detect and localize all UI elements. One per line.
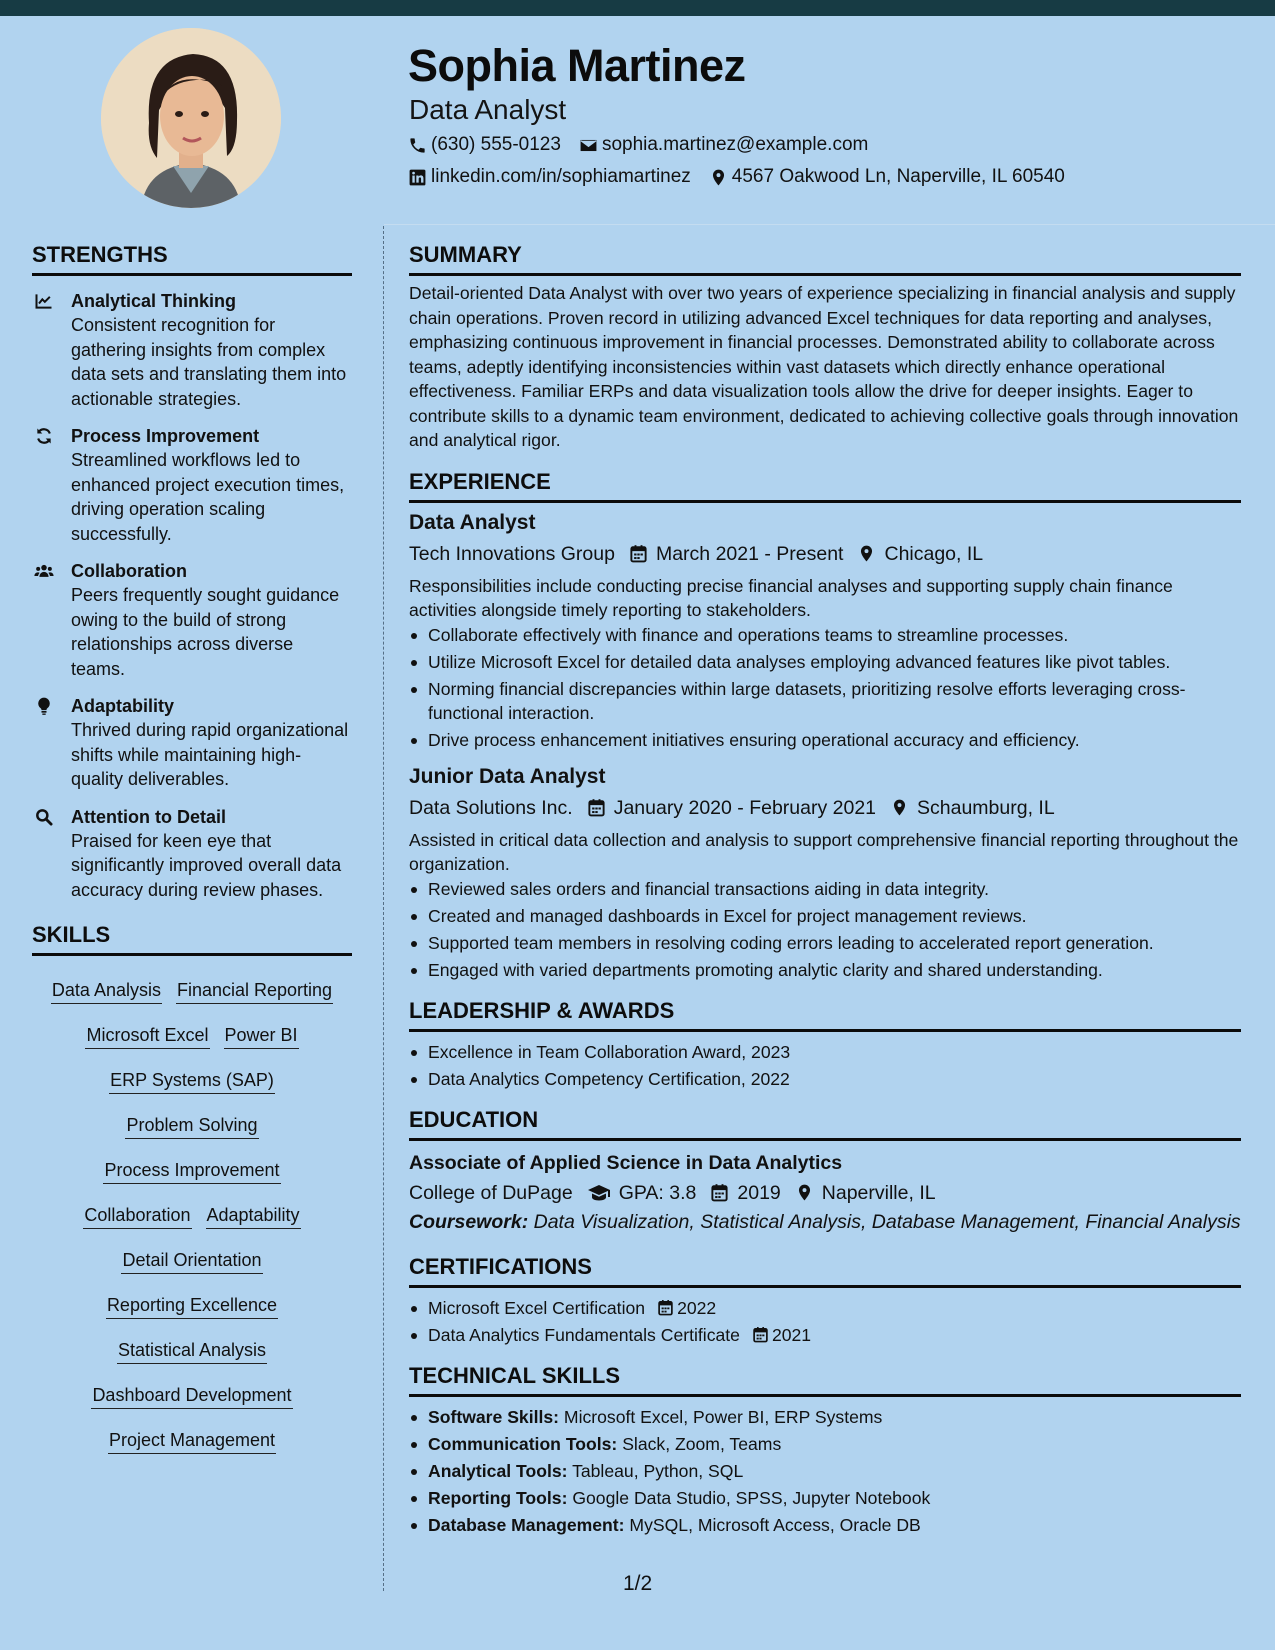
technical-skills-section: [409, 1363, 1241, 1537]
phone-icon: [408, 136, 427, 155]
cert-year: 2022: [677, 1297, 717, 1318]
list-item: Data Analytics Competency Certification, 2022: [409, 1067, 1241, 1091]
map-pin-icon: [857, 544, 876, 563]
skill-chip: Problem Solving: [125, 1114, 258, 1139]
coursework: [409, 1210, 1241, 1234]
phone-text: (630) 555-0123: [431, 134, 561, 155]
job-description: Responsibilities include conducting precise financial analyses and supporting supply chain finance activities alongside timely reporting to stakeholders.: [409, 575, 1173, 620]
skill-chip: Detail Orientation: [121, 1249, 262, 1274]
tech-value: Slack, Zoom, Teams: [622, 1433, 782, 1454]
list-item: Excellence in Team Collaboration Award, 2023: [409, 1040, 1241, 1064]
job-location: [857, 539, 983, 569]
chart-line-icon: [34, 291, 54, 311]
job-description: Assisted in critical data collection and analysis to support comprehensive financial reporting throughout the organization.: [409, 829, 1239, 874]
tech-label: Communication Tools:: [428, 1433, 618, 1454]
skill-chip: Power BI: [224, 1024, 299, 1049]
school-location-text: Naperville, IL: [821, 1181, 936, 1204]
coursework-label: Coursework:: [409, 1210, 529, 1233]
tech-label: Reporting Tools:: [428, 1487, 568, 1508]
list-item: [409, 1296, 1241, 1320]
skills-heading: SKILLS: [32, 922, 352, 956]
strength-desc: Peers frequently sought guidance owing to the build of strong relationships across diverse teams.: [71, 585, 340, 679]
strength-item: [32, 805, 352, 903]
experience-heading: EXPERIENCE: [409, 469, 1241, 503]
list-item: [409, 1459, 1241, 1483]
awards-list: [409, 1040, 1241, 1091]
tech-label: Database Management:: [428, 1514, 625, 1535]
graduation-year-text: 2019: [737, 1181, 781, 1204]
strengths-heading: STRENGTHS: [32, 242, 352, 276]
linkedin-contact[interactable]: [408, 166, 691, 188]
graduation-year: [710, 1178, 780, 1208]
cert-name: Microsoft Excel Certification: [428, 1297, 646, 1318]
job-dates-text: January 2020 - February 2021: [613, 796, 877, 819]
summary-text: Detail-oriented Data Analyst with over two years of experience specializing in financial analysis and supply chain operations. Proven record in utilizing advanced Excel techniques for data reporting and analyses, emphasizing continuous improvement in financial processes. Demonstrated ability to collaborate across teams, adeptly identifying inconsistencies within vast datasets which directly enhance operational effectiveness. Familiar ERPs and data visualization tools allow the drive for deeper insights. Eager to contribute skills to a dynamic team environment, dedicated to achieving collective goals through innovation and analytical rigor.: [409, 283, 1239, 450]
cert-entry: [428, 1296, 1241, 1320]
strength-item: [32, 694, 352, 792]
address-contact: [709, 166, 1065, 188]
candidate-title: Data Analyst: [409, 94, 567, 125]
profile-photo: [101, 28, 281, 208]
list-item: Collaborate effectively with finance and operations teams to streamline processes.: [409, 623, 1241, 647]
cert-year: 2021: [771, 1324, 812, 1345]
map-pin-icon: [890, 798, 909, 817]
skill-chip: Data Analysis: [51, 979, 162, 1004]
calendar-icon: [587, 798, 606, 817]
linkedin-text: linkedin.com/in/sophiamartinez: [431, 166, 691, 187]
school-location: [795, 1178, 936, 1208]
envelope-icon: [579, 136, 598, 155]
list-item: Norming financial discrepancies within large datasets, prioritizing resolve efforts leveraging cross-functional interaction.: [409, 677, 1241, 725]
education-section: [409, 1107, 1241, 1234]
skill-chip: Adaptability: [206, 1204, 301, 1229]
skill-chip: Project Management: [108, 1429, 276, 1454]
list-item: Engaged with varied departments promoting analytic clarity and shared understanding.: [409, 958, 1241, 982]
strength-desc: Streamlined workflows led to enhanced project execution times, driving operation scaling successfully.: [71, 450, 345, 544]
top-bar: [0, 0, 1275, 16]
strength-title: Collaboration: [71, 561, 187, 581]
technical-skills-list: [409, 1405, 1241, 1537]
skill-chip: Reporting Excellence: [106, 1294, 278, 1319]
job-location: [890, 793, 1055, 823]
strength-desc: Consistent recognition for gathering insights from complex data sets and translating them into actionable strategies.: [71, 315, 347, 409]
portrait-image: [101, 28, 281, 208]
job-title: Junior Data Analyst: [409, 764, 606, 788]
summary-heading: SUMMARY: [409, 242, 1241, 276]
degree-title: Associate of Applied Science in Data Analytics: [409, 1151, 843, 1174]
job-title: Data Analyst: [409, 510, 536, 534]
skill-chip: Collaboration: [83, 1204, 191, 1229]
candidate-name: Sophia Martinez: [408, 40, 746, 91]
map-pin-icon: [795, 1183, 814, 1202]
skill-chip: Financial Reporting: [176, 979, 333, 1004]
phone-contact[interactable]: [408, 134, 561, 156]
strength-item: [32, 289, 352, 411]
strength-title: Analytical Thinking: [71, 291, 237, 311]
map-pin-icon: [709, 168, 728, 187]
strength-title: Adaptability: [71, 696, 175, 716]
skill-chip: Process Improvement: [103, 1159, 280, 1184]
tech-value: Microsoft Excel, Power BI, ERP Systems: [563, 1406, 883, 1427]
strength-desc: Praised for keen eye that significantly improved overall data accuracy during review phases.: [71, 830, 342, 900]
skill-chip: ERP Systems (SAP): [109, 1069, 275, 1094]
list-item: [409, 1513, 1241, 1537]
contact-row-2: [408, 166, 1083, 188]
sync-icon: [34, 426, 54, 446]
strength-item: [32, 559, 352, 681]
list-item: [409, 1405, 1241, 1429]
calendar-icon: [752, 1326, 769, 1343]
skill-chip: Dashboard Development: [91, 1384, 292, 1409]
tech-value: Google Data Studio, SPSS, Jupyter Notebook: [572, 1487, 931, 1508]
gpa: [587, 1178, 697, 1208]
calendar-icon: [710, 1183, 729, 1202]
search-icon: [34, 807, 54, 827]
left-column: [32, 242, 352, 1463]
certifications-section: [409, 1254, 1241, 1347]
email-contact[interactable]: [579, 134, 868, 156]
linkedin-icon: [408, 168, 427, 187]
awards-section: [409, 998, 1241, 1091]
certifications-heading: CERTIFICATIONS: [409, 1254, 1241, 1288]
awards-heading: LEADERSHIP & AWARDS: [409, 998, 1241, 1032]
list-item: Utilize Microsoft Excel for detailed data analyses employing advanced features like pivot tables.: [409, 650, 1241, 674]
list-item: Supported team members in resolving coding errors leading to accelerated report generation.: [409, 931, 1241, 955]
list-item: [409, 1323, 1241, 1347]
gpa-text: GPA: 3.8: [618, 1181, 697, 1204]
lightbulb-icon: [34, 696, 54, 716]
job-company: Data Solutions Inc.: [409, 796, 573, 819]
job-bullets: [409, 877, 1241, 982]
job-company: Tech Innovations Group: [409, 542, 615, 565]
skill-chip: Microsoft Excel: [85, 1024, 209, 1049]
job-dates: [587, 793, 876, 823]
job-meta: [409, 793, 1241, 823]
column-divider: [383, 226, 384, 1591]
technical-skills-heading: TECHNICAL SKILLS: [409, 1363, 1241, 1397]
job-location-text: Chicago, IL: [884, 542, 984, 565]
page-number: 1/2: [623, 1572, 653, 1595]
right-column: [409, 242, 1241, 1540]
tech-value: MySQL, Microsoft Access, Oracle DB: [629, 1514, 921, 1535]
header-divider: [384, 224, 1275, 225]
job-bullets: [409, 623, 1241, 752]
strength-item: [32, 424, 352, 546]
list-item: Drive process enhancement initiatives ensuring operational accuracy and efficiency.: [409, 728, 1241, 752]
education-heading: EDUCATION: [409, 1107, 1241, 1141]
job-dates: [629, 539, 844, 569]
list-item: Created and managed dashboards in Excel for project management reviews.: [409, 904, 1241, 928]
strength-title: Process Improvement: [71, 426, 260, 446]
coursework-text: Data Visualization, Statistical Analysis, Database Management, Financial Analysis: [533, 1210, 1241, 1233]
graduation-cap-icon: [587, 1181, 611, 1205]
strength-title: Attention to Detail: [71, 806, 226, 827]
job-dates-text: March 2021 - Present: [655, 542, 844, 565]
job-location-text: Schaumburg, IL: [917, 796, 1055, 819]
calendar-icon: [657, 1299, 674, 1316]
address-text: 4567 Oakwood Ln, Naperville, IL 60540: [731, 166, 1065, 187]
tech-label: Analytical Tools:: [428, 1460, 568, 1481]
tech-value: Tableau, Python, SQL: [572, 1460, 744, 1481]
contact-row-1: [408, 134, 886, 156]
email-text: sophia.martinez@example.com: [601, 134, 869, 155]
users-icon: [34, 561, 54, 581]
experience-section: [409, 469, 1241, 982]
calendar-icon: [629, 544, 648, 563]
summary-section: [409, 242, 1241, 453]
skills-list: [32, 968, 352, 1463]
cert-name: Data Analytics Fundamentals Certificate: [428, 1324, 740, 1345]
skill-chip: Statistical Analysis: [117, 1339, 267, 1364]
school-name: College of DuPage: [409, 1181, 573, 1204]
certifications-list: [409, 1296, 1241, 1347]
list-item: [409, 1432, 1241, 1456]
list-item: Reviewed sales orders and financial transactions aiding in data integrity.: [409, 877, 1241, 901]
strength-desc: Thrived during rapid organizational shifts while maintaining high-quality deliverables.: [71, 720, 349, 789]
job-meta: [409, 539, 1241, 569]
cert-entry: [428, 1323, 1241, 1347]
tech-label: Software Skills:: [428, 1406, 560, 1427]
education-meta: [409, 1178, 1241, 1208]
list-item: [409, 1486, 1241, 1510]
